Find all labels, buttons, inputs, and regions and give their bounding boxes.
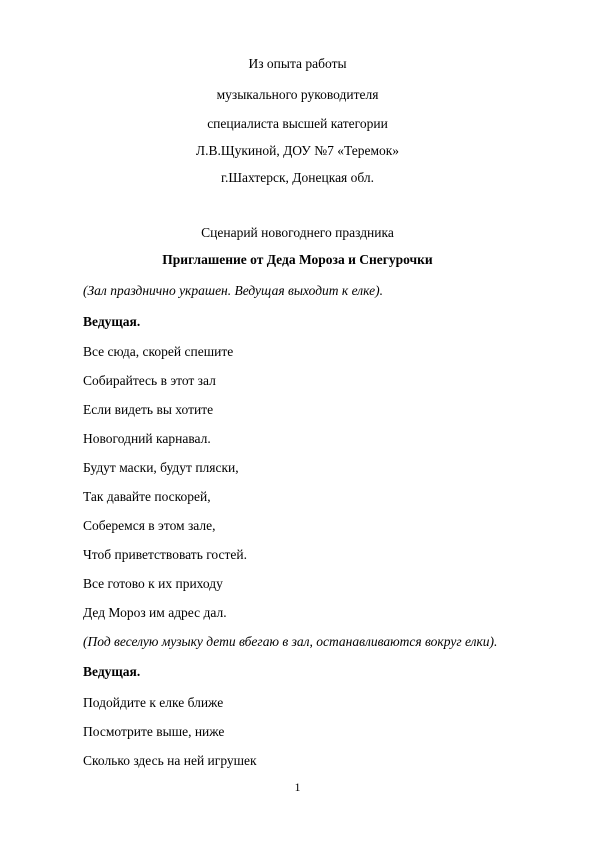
verse-line: Будут маски, будут пляски, (83, 460, 239, 475)
header-line-5: г.Шахтерск, Донецкая обл. (220, 170, 375, 185)
verse-line: Новогодний карнавал. (83, 431, 211, 446)
verse-line: Собирайтесь в этот зал (83, 373, 216, 388)
verse-line: Дед Мороз им адрес дал. (83, 605, 227, 620)
stage-direction-2: (Под веселую музыку дети вбегаю в зал, останавливаются вокруг елки). (83, 634, 498, 649)
verse-line: Так давайте поскорей, (83, 489, 211, 504)
verse-line: Сколько здесь на ней игрушек (83, 753, 257, 768)
verse-line: Чтоб приветствовать гостей. (83, 547, 248, 562)
verse-line: Все сюда, скорей спешите (83, 344, 234, 359)
verse-line: Подойдите к елке ближе (83, 695, 224, 710)
header-line-4: Л.В.Щукиной, ДОУ №7 «Теремок» (195, 143, 400, 158)
verse-line: Все готово к их приходу (83, 576, 223, 591)
page-number: 1 (294, 780, 301, 794)
verse-line: Соберемся в этом зале, (83, 518, 216, 533)
verse-line: Посмотрите выше, ниже (83, 724, 225, 739)
header-line-3: специалиста высшей категории (207, 116, 388, 131)
speaker-label-2: Ведущая. (83, 664, 141, 679)
scenario-title: Приглашение от Деда Мороза и Снегурочки (162, 252, 433, 267)
header-line-2: музыкального руководителя (216, 87, 379, 102)
stage-direction-1: (Зал празднично украшен. Ведущая выходит к елке). (83, 283, 383, 298)
header-line-1: Из опыта работы (248, 56, 347, 71)
scenario-subtitle: Сценарий новогоднего праздника (201, 225, 394, 240)
speaker-label-1: Ведущая. (83, 314, 141, 329)
verse-line: Если видеть вы хотите (83, 402, 214, 417)
